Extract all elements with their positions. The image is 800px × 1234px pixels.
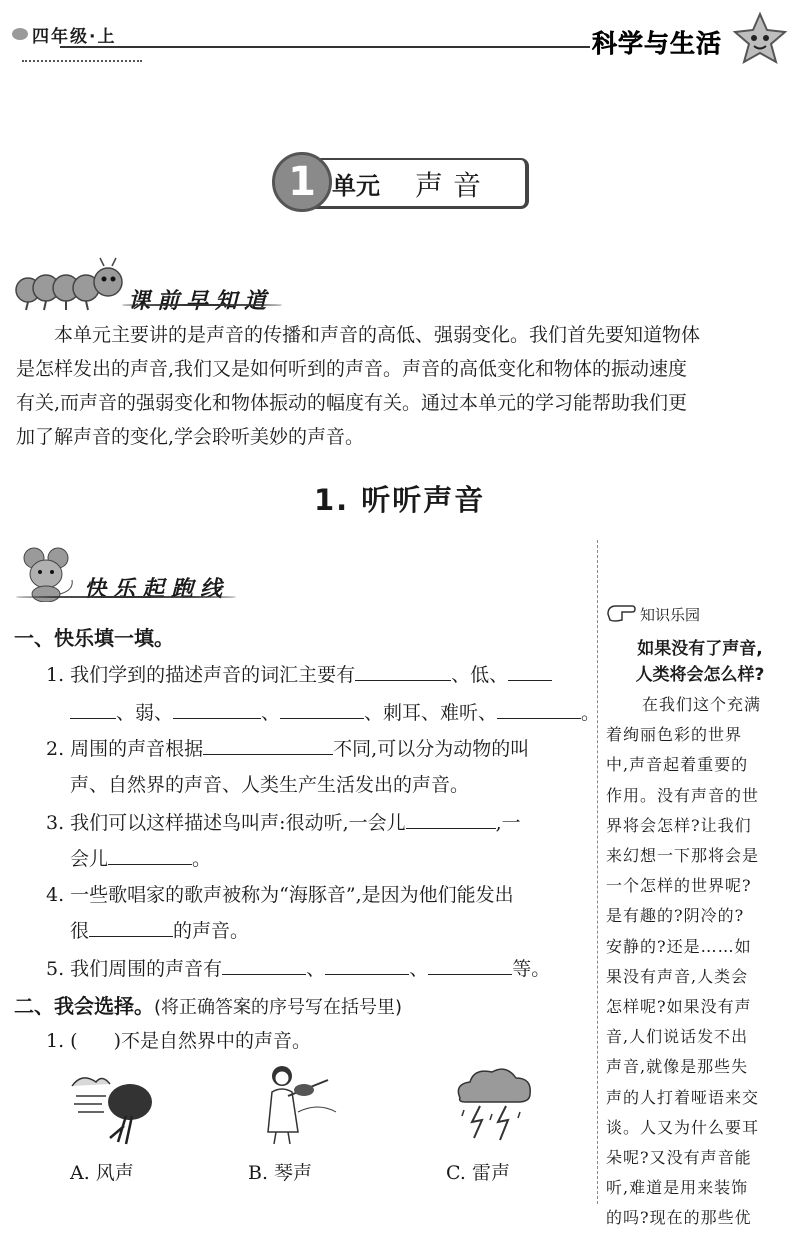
violin-girl-picture <box>258 1062 338 1146</box>
question-text: 很 <box>70 920 90 942</box>
sidebar-line: 听,难道是用来装饰 <box>606 1178 749 1198</box>
grade-icon <box>12 28 28 40</box>
question-1-line2 <box>70 698 600 725</box>
sidebar-line: 朵呢?又没有声音能 <box>606 1148 752 1168</box>
question-text: 不同,可以分为动物的叫 <box>333 738 530 760</box>
question-text: 2. 周围的声音根据 <box>46 738 204 760</box>
question-text: 5. 我们周围的声音有 <box>46 958 223 980</box>
preview-line: 是怎样发出的声音,我们又是如何听到的声音。声音的高低变化和物体的振动速度 <box>16 358 688 380</box>
pointing-hand-icon <box>606 600 636 624</box>
question-5-line1 <box>46 954 550 981</box>
star-mascot-icon <box>730 10 790 70</box>
warmup-section-title: 快乐起跑线 <box>84 577 230 602</box>
answer-blank[interactable] <box>108 844 192 865</box>
preview-line: 有关,而声音的强弱变化和物体振动的幅度有关。通过本单元的学习能帮助我们更 <box>16 392 688 414</box>
question-4-line2 <box>70 916 249 943</box>
part2-heading <box>14 990 402 1019</box>
sidebar-line: 一个怎样的世界呢? <box>606 876 752 896</box>
sidebar-question-line2: 人类将会怎么样? <box>635 665 765 685</box>
answer-blank[interactable] <box>203 734 333 755</box>
sidebar-line: 安静的?还是……如 <box>606 936 752 956</box>
sidebar-line: 的吗?现在的那些优 <box>606 1208 752 1228</box>
unit-number-badge: 1 <box>272 152 332 212</box>
sidebar-line: 在我们这个充满 <box>642 695 762 714</box>
question-4-line1: 4. 一些歌唱家的歌声被称为“海豚音”,是因为他们能发出 <box>46 884 514 906</box>
question-text: 、刺耳、难听、 <box>364 702 498 724</box>
warmup-title-underline <box>16 596 236 598</box>
sidebar-line: 作用。没有声音的世 <box>606 785 760 805</box>
question-text: )不是自然界中的声音。 <box>113 1030 312 1052</box>
question-text: 、低、 <box>451 664 509 686</box>
sidebar-line: 音,人们说话发不出 <box>606 1027 749 1047</box>
caterpillar-icon <box>14 256 124 312</box>
answer-blank[interactable] <box>70 698 116 719</box>
grade-label: 四年级·上 <box>32 27 117 47</box>
answer-blank[interactable] <box>508 660 552 681</box>
question-text: 、 <box>306 958 326 980</box>
sidebar-line: 界将会怎样?让我们 <box>606 815 752 835</box>
answer-blank[interactable] <box>89 916 173 937</box>
sidebar-question-line1: 如果没有了声音, <box>637 639 763 659</box>
preview-title-underline <box>122 304 282 306</box>
mouse-icon <box>20 546 78 602</box>
choice-a[interactable]: A. 风声 <box>70 1162 134 1184</box>
preview-paragraph <box>16 318 786 454</box>
answer-blank[interactable] <box>280 698 364 719</box>
question-3-line2 <box>70 844 211 871</box>
choice-question-1 <box>46 1026 311 1053</box>
sidebar-line: 中,声音起着重要的 <box>606 755 749 775</box>
preview-section-title: 课前早知道 <box>128 289 274 314</box>
question-text: 。 <box>192 848 212 870</box>
part2-note: (将正确答案的序号写在括号里) <box>154 997 403 1018</box>
question-text: 1. ( <box>46 1030 78 1052</box>
question-text: ,一 <box>495 812 521 834</box>
answer-blank[interactable] <box>355 660 451 681</box>
answer-blank[interactable] <box>222 954 306 975</box>
sidebar-line: 来幻想一下那将会是 <box>606 846 760 866</box>
preview-line: 加了解声音的变化,学会聆听美妙的声音。 <box>16 426 365 448</box>
unit-title: 声音 <box>415 169 492 202</box>
question-text: 会儿 <box>70 848 109 870</box>
sidebar-line: 怎样呢?如果没有声 <box>606 997 752 1017</box>
choice-b[interactable]: B. 琴声 <box>248 1162 313 1184</box>
question-2-line1 <box>46 734 529 761</box>
preview-line: 本单元主要讲的是声音的传播和声音的高低、强弱变化。我们首先要知道物体 <box>54 324 701 346</box>
part1-heading: 一、快乐填一填。 <box>14 626 174 650</box>
question-text: 、弱、 <box>116 702 174 724</box>
choice-c[interactable]: C. 雷声 <box>446 1162 510 1184</box>
answer-blank[interactable] <box>325 954 409 975</box>
header-dotted-line <box>22 52 142 62</box>
question-text: 、 <box>409 958 429 980</box>
question-text: 。 <box>581 702 601 724</box>
thunderstorm-picture <box>450 1062 536 1146</box>
answer-blank[interactable] <box>173 698 261 719</box>
sidebar-body <box>606 690 786 1234</box>
sidebar-line: 是有趣的?阴冷的? <box>606 906 745 926</box>
sidebar-line: 谈。人又为什么要耳 <box>606 1117 760 1137</box>
header-rule <box>60 46 590 48</box>
sidebar-line: 着绚丽色彩的世界 <box>606 725 743 745</box>
sidebar-line: 声的人打着哑语来交 <box>606 1087 760 1107</box>
question-text: 、 <box>261 702 281 724</box>
question-1-line1 <box>46 660 552 687</box>
lesson-title: 1. 听听声音 <box>314 483 486 517</box>
answer-blank[interactable] <box>497 698 581 719</box>
sidebar-line: 声音,就像是那些失 <box>606 1057 749 1077</box>
question-3-line1 <box>46 808 521 835</box>
question-text: 的声音。 <box>173 920 250 942</box>
answer-blank[interactable] <box>428 954 512 975</box>
column-divider <box>597 540 598 1204</box>
sidebar-label: 知识乐园 <box>640 606 701 624</box>
question-text: 等。 <box>512 958 551 980</box>
answer-blank[interactable] <box>406 808 496 829</box>
unit-label: 单元 <box>332 172 380 200</box>
part2-heading-text: 二、我会选择。 <box>14 994 154 1018</box>
brand-title: 科学与生活 <box>592 29 723 58</box>
question-text: 1. 我们学到的描述声音的词汇主要有 <box>46 664 356 686</box>
question-text: 3. 我们可以这样描述鸟叫声:很动听,一会儿 <box>46 812 406 834</box>
question-2-line2: 声、自然界的声音、人类生产生活发出的声音。 <box>70 774 470 796</box>
wind-picture <box>66 1066 162 1146</box>
sidebar-line: 果没有声音,人类会 <box>606 966 749 986</box>
